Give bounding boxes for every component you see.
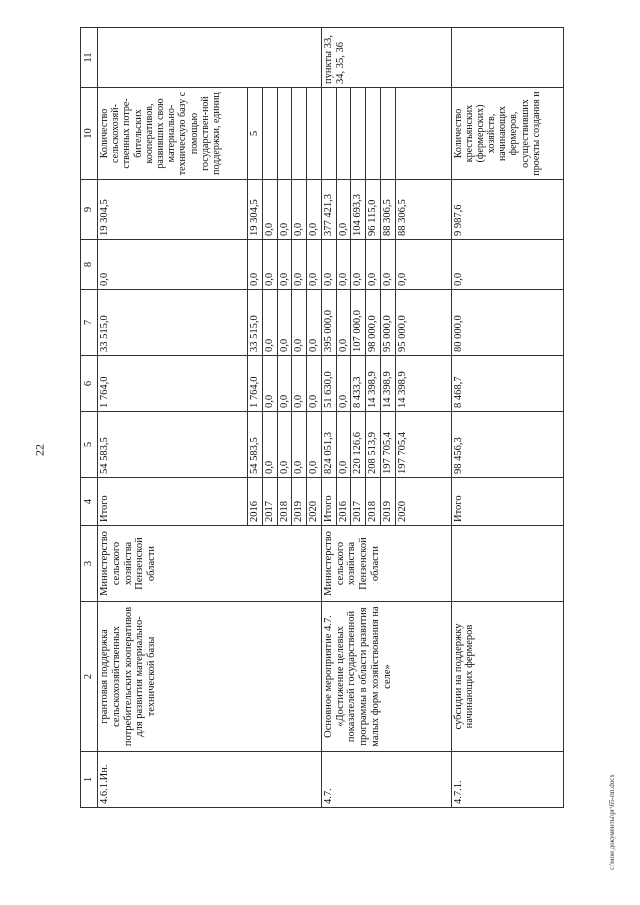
- col-header: 5: [81, 412, 98, 478]
- value-cell: 0,0: [292, 356, 307, 412]
- indicator-name: Количество крестьянских (фермерских) хозяйств, начинающих фермеров, осуществивших проекты создания и: [451, 88, 563, 180]
- year-cell: Итого: [451, 478, 563, 526]
- value-cell: 0,0: [292, 240, 307, 290]
- table-row: [321, 28, 336, 808]
- value-cell: 0,0: [277, 356, 292, 412]
- value-cell: 8 433,3: [351, 356, 366, 412]
- value-cell: 0,0: [262, 290, 277, 356]
- value-cell: 0,0: [277, 412, 292, 478]
- value-cell: 824 051,3: [321, 412, 336, 478]
- value-cell: 98 456,3: [451, 412, 563, 478]
- value-cell: 14 398,9: [395, 356, 451, 412]
- reference-cell: [451, 28, 563, 88]
- item-name: Основное мероприятие 4.7. «Достижение целевых показателей государственной программы в области развития малых форм хозяйствования на селе»: [321, 602, 451, 752]
- col-header: 11: [81, 28, 98, 88]
- value-cell: 0,0: [307, 356, 322, 412]
- indicator-empty: [336, 88, 351, 180]
- item-name: грантовая поддержка сельскохозяйственных потребительских кооперативов для развития материально-технической базы: [98, 602, 322, 752]
- value-cell: 1 764,0: [248, 356, 263, 412]
- indicator-empty: [380, 88, 395, 180]
- year-cell: 2017: [262, 478, 277, 526]
- value-cell: 0,0: [336, 356, 351, 412]
- year-cell: 2016: [248, 478, 263, 526]
- value-cell: 0,0: [277, 240, 292, 290]
- col-header: 10: [81, 88, 98, 180]
- value-cell: 0,0: [248, 240, 263, 290]
- table-row: [98, 28, 248, 808]
- value-cell: 0,0: [307, 412, 322, 478]
- value-cell: 19 304,5: [248, 180, 263, 240]
- value-cell: 54 583,5: [98, 412, 248, 478]
- value-cell: 0,0: [292, 180, 307, 240]
- year-cell: 2018: [366, 478, 381, 526]
- value-cell: 0,0: [277, 180, 292, 240]
- value-cell: 0,0: [380, 240, 395, 290]
- value-cell: 0,0: [292, 412, 307, 478]
- value-cell: 14 398,9: [380, 356, 395, 412]
- year-cell: 2019: [292, 478, 307, 526]
- value-cell: 197 705,4: [380, 412, 395, 478]
- year-cell: Итого: [98, 478, 248, 526]
- value-cell: 197 705,4: [395, 412, 451, 478]
- value-cell: 54 583,5: [248, 412, 263, 478]
- item-number: 4.6.1.Ин.: [98, 752, 322, 808]
- value-cell: 107 000,0: [351, 290, 366, 356]
- value-cell: 0,0: [336, 240, 351, 290]
- value-cell: 220 126,6: [351, 412, 366, 478]
- col-header: 4: [81, 478, 98, 526]
- value-cell: 104 693,3: [351, 180, 366, 240]
- value-cell: 33 515,0: [248, 290, 263, 356]
- year-cell: Итого: [321, 478, 336, 526]
- value-cell: 0,0: [98, 240, 248, 290]
- value-cell: 0,0: [336, 290, 351, 356]
- value-cell: 395 000,0: [321, 290, 336, 356]
- value-cell: 9 987,6: [451, 180, 563, 240]
- executor: Министерство сельского хозяйства Пензенской области: [321, 526, 451, 602]
- value-cell: 8 468,7: [451, 356, 563, 412]
- indicator-empty: [307, 88, 322, 180]
- year-cell: 2017: [351, 478, 366, 526]
- value-cell: 80 000,0: [451, 290, 563, 356]
- value-cell: 19 304,5: [98, 180, 248, 240]
- indicator-empty: [262, 88, 277, 180]
- budget-table: [80, 27, 564, 808]
- year-cell: 2020: [307, 478, 322, 526]
- table-row: [451, 28, 563, 808]
- col-header: 1: [81, 752, 98, 808]
- indicator-empty: [277, 88, 292, 180]
- value-cell: 33 515,0: [98, 290, 248, 356]
- value-cell: 377 421,3: [321, 180, 336, 240]
- value-cell: 88 306,5: [395, 180, 451, 240]
- rotated-table-wrapper: [80, 28, 621, 808]
- value-cell: 0,0: [307, 180, 322, 240]
- value-cell: 0,0: [262, 412, 277, 478]
- value-cell: 95 000,0: [380, 290, 395, 356]
- year-cell: 2019: [380, 478, 395, 526]
- indicator-empty: [292, 88, 307, 180]
- value-cell: 51 630,0: [321, 356, 336, 412]
- indicator-name: Количество сельскохозяй-ственных потре-бительских кооперативов, развивших свою материально-техническую базу с помощью государствен-ной поддержки, единиц: [98, 88, 248, 180]
- year-cell: 2020: [395, 478, 451, 526]
- value-cell: 0,0: [351, 240, 366, 290]
- value-cell: 0,0: [336, 180, 351, 240]
- reference-cell: пункты 33, 34, 35, 36: [321, 28, 451, 88]
- executor: Министерство сельского хозяйства Пензенской области: [98, 526, 322, 602]
- value-cell: 0,0: [262, 356, 277, 412]
- col-header: 2: [81, 602, 98, 752]
- value-cell: 0,0: [277, 290, 292, 356]
- footer-file-path: c:\мои документы\рг\65-пп.docx: [608, 774, 616, 870]
- item-number: 4.7.1.: [451, 752, 563, 808]
- page-number: 22: [32, 444, 47, 456]
- value-cell: 0,0: [336, 412, 351, 478]
- reference-cell: [98, 28, 322, 88]
- value-cell: 0,0: [395, 240, 451, 290]
- indicator-empty: [321, 88, 336, 180]
- value-cell: 0,0: [451, 240, 563, 290]
- value-cell: 0,0: [307, 290, 322, 356]
- value-cell: 88 306,5: [380, 180, 395, 240]
- value-cell: 0,0: [292, 290, 307, 356]
- value-cell: 0,0: [262, 240, 277, 290]
- indicator-value: 5: [248, 88, 263, 180]
- col-header: 8: [81, 240, 98, 290]
- value-cell: 96 115,0: [366, 180, 381, 240]
- item-name: субсидии на поддержку начинающих фермеров: [451, 602, 563, 752]
- value-cell: 0,0: [262, 180, 277, 240]
- executor-empty: [451, 526, 563, 602]
- value-cell: 14 398,9: [366, 356, 381, 412]
- col-header: 9: [81, 180, 98, 240]
- value-cell: 1 764,0: [98, 356, 248, 412]
- col-header: 3: [81, 526, 98, 602]
- indicator-empty: [351, 88, 366, 180]
- column-number-header: [81, 28, 98, 808]
- value-cell: 0,0: [307, 240, 322, 290]
- col-header: 7: [81, 290, 98, 356]
- indicator-empty: [395, 88, 451, 180]
- value-cell: 98 000,0: [366, 290, 381, 356]
- year-cell: 2018: [277, 478, 292, 526]
- item-number: 4.7.: [321, 752, 451, 808]
- indicator-empty: [366, 88, 381, 180]
- year-cell: 2016: [336, 478, 351, 526]
- col-header: 6: [81, 356, 98, 412]
- value-cell: 0,0: [366, 240, 381, 290]
- value-cell: 0,0: [321, 240, 336, 290]
- value-cell: 208 513,9: [366, 412, 381, 478]
- value-cell: 95 000,0: [395, 290, 451, 356]
